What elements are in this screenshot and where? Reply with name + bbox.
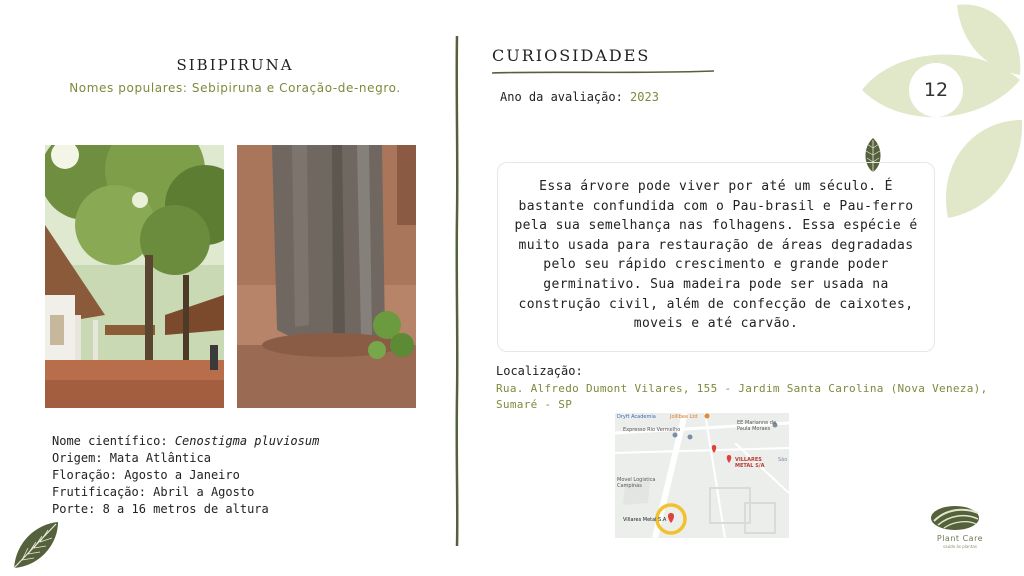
curiosity-text-box: Essa árvore pode viver por até um século. É bastante confundida com o Pau-brasil e Pau-ferro pela sua semelhança nas folhagens. Essa espécie é muito usada para restauração de áreas degradadas pelo seu rápido crescimento e grande poder germinativo. Sua madeira pode ser usada na construção civil, além de confecção de caixotes, moveis e até carvão. — [497, 162, 935, 352]
location-map[interactable] — [615, 413, 789, 538]
popular-names: Nomes populares: Sebipiruna e Coração-de-negro. — [69, 81, 401, 95]
map-label-sao: São — [778, 457, 788, 463]
map-label-movel: Movel Logistica Campinas — [617, 477, 656, 489]
scientific-name-value: Cenostigma pluviosum — [174, 434, 320, 448]
flowering-line: Floração: Agosto a Janeiro — [52, 468, 240, 482]
leaf-decoration-icon — [8, 518, 64, 574]
year-label: Ano da avaliação: — [500, 90, 631, 104]
map-label-academia: Dryft Academia — [617, 414, 656, 420]
evaluation-year — [500, 90, 659, 104]
size-line: Porte: 8 a 16 metros de altura — [52, 502, 269, 516]
logo-name: Plant Care — [936, 534, 984, 543]
origin-line: Origem: Mata Atlântica — [52, 451, 211, 465]
heading-underline — [492, 68, 714, 76]
map-label-villares: VILLARES METAL S/A — [735, 457, 765, 469]
logo-tagline: saúde às plantas — [943, 544, 977, 549]
map-label-villares-sa: Villares Metal S.A — [623, 517, 667, 523]
map-label-marianne: EE Marianne de Paula Moraes — [737, 420, 777, 432]
curiosities-heading: CURIOSIDADES — [492, 46, 651, 65]
location-address: Rua. Alfredo Dumont Vilares, 155 - Jardim Santa Carolina (Nova Veneza), Sumaré - SP — [496, 382, 988, 411]
map-label-expresso: Expresso Rio Vermelho — [623, 427, 681, 433]
tree-canopy-photo — [45, 145, 224, 408]
tree-canopy-illustration — [45, 145, 224, 408]
scientific-name-label: Nome científico: — [52, 434, 175, 448]
tree-trunk-illustration — [237, 145, 416, 408]
page-divider — [452, 36, 462, 546]
species-info — [52, 433, 319, 518]
year-value: 2023 — [630, 90, 659, 104]
scientific-name-line — [52, 433, 319, 450]
page-number: 12 — [923, 79, 949, 101]
location-label: Localização: — [496, 364, 583, 378]
tree-trunk-photo — [237, 145, 416, 408]
map-label-jollibee: Jollibee Ltd — [670, 414, 698, 420]
species-title: SIBIPIRUNA — [176, 56, 294, 74]
fruiting-line: Frutificação: Abril a Agosto — [52, 485, 255, 499]
plant-care-logo-icon — [928, 503, 982, 533]
